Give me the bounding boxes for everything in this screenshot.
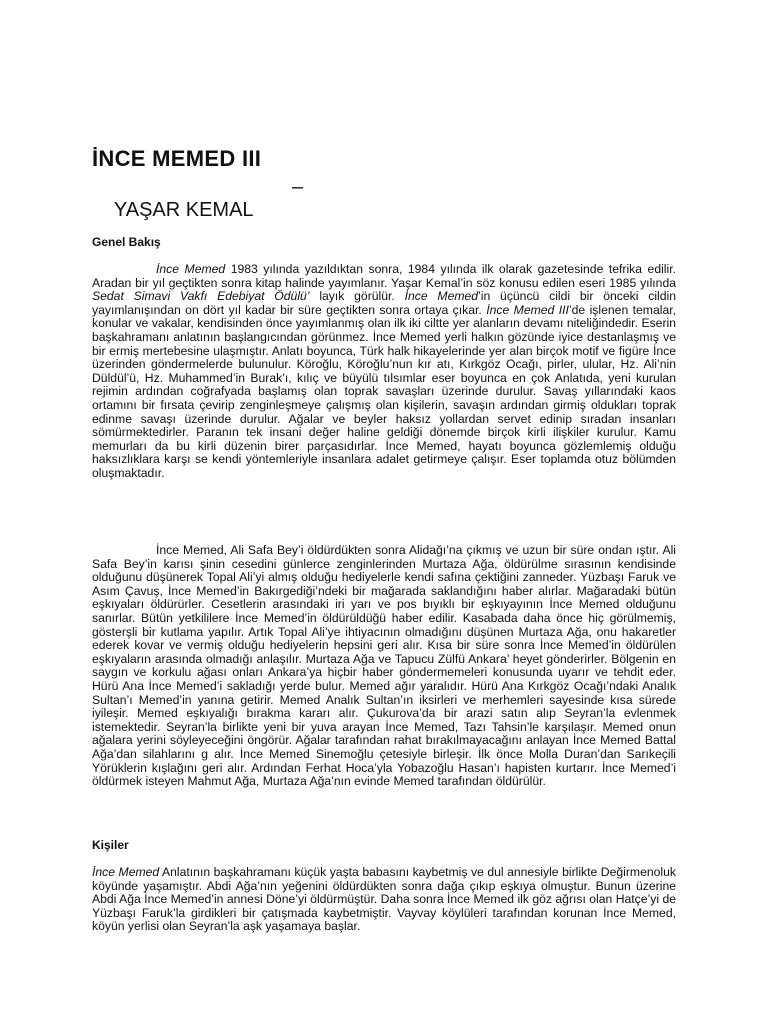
section-heading-overview: Genel Bakış	[92, 235, 161, 249]
section-heading-characters: Kişiler	[92, 838, 129, 852]
overview-text-1: 1983 yılında yazıldıktan sonra, 1984 yılında ilk olarak gazetesinde tefrika edilir. Aradan bir yıl geçtikten sonra kitap halinde yayımlanır. Yaşar Kemal’in söz konusu edilen eseri 1985 yılında	[92, 262, 676, 290]
overview-em-1: İnce Memed	[156, 262, 226, 276]
character-description: Anlatının başkahramanı küçük yaşta babasını kaybetmiş ve dul annesiyle birlikte Değirmenoluk köyünde yaşamıştır. Abdi Ağa’nın yeğenini öldürdükten sonra dağa çıkıp eşkıya olmuştur. Bunun üzerine Abdi Ağa İnce Memed’in annesi Döne’yi öldürmüştür. Daha sonra İnce Memed ilk göz ağrısı olan Hatçe’yi de Yüzbaşı Faruk’la girdikleri bir çatışmada kaybetmiştir. Vayvay köylüleri tarafından korunan İnce Memed, köyün yerlisi olan Seyran’la aşk yaşamaya başlar.	[92, 865, 676, 934]
overview-text-2: layık görülür.	[309, 289, 405, 304]
author-line	[92, 176, 304, 268]
characters-body	[92, 866, 676, 934]
overview-body	[92, 263, 676, 481]
document-title: İNCE MEMED III	[92, 146, 262, 171]
overview-text-4: ’de işlenen temalar, konular ve vakalar, kendisinden önce yayımlanmış olan ilk iki ciltte yer alanların devamı niteliğindedir. Eserin başkahramanı anlatının başlangıcından görünmez. İnce Memed yerli halkın gözünde iyice destanlaşmış ve bir ermiş mertebesine ulaşmıştır. Anlatı boyunca, Türk halk hikayelerinde yer alan birçok motif ve figüre İnce üzerinden göndermelerde bulunulur. Köroğlu, Köroğlu’nun kır atı, Kırkgöz Ocağı, pirler, ulular, Hz. Ali’nin Düldül’ü, Hz. Muhammed’in Burak’ı, kılıç ve büyülü tılsımlar eser boyunca en çok Anlatıda, yeni kurulan rejimin ardından coğrafyada başlamış olan toprak savaşları üzerinde durulur. Savaş yıllarındaki kaos ortamını bir fırsata çevirip zenginleşmeye çalışmış olan kişilerin, savaşın ardından girmiş oldukları toprak edinme savaşı üzerinde durulur. Ağalar ve beyler haksız yollardan servet edinip sıradan insanları sömürmektedirler. Paranın tek insani değer haline geldiği dönemde birçok kirli ilişkiler kurulur. Kamu memurları da bu kirli düzenin birer parçasıdırlar. İnce Memed, hayatı boyunca gözlemlemiş olduğu haksızlıklara karşı se kendi yöntemleriyle insanlara adalet getirmeye çalışır. Eser toplamda otuz bölümden oluşmaktadır.	[92, 302, 676, 480]
overview-paragraph	[92, 263, 676, 481]
character-name: İnce Memed	[92, 865, 160, 879]
overview-em-4: İnce Memed III	[486, 302, 569, 317]
overview-text-3: ’in üçüncü cildi bir önceki cildin yayımlanışından on dört yıl kadar bir süre geçtikten sonra ortaya çıkar.	[92, 289, 677, 317]
summary-paragraph: İnce Memed, Ali Safa Bey’i öldürdükten sonra Alidağı’na çıkmış ve uzun bir süre ondan ıştır. Ali Safa Bey’in karısı şinin cesedini günlerce zenginlerinden Murtaza Ağa, öldürülme sırasının kendisinde olduğunu düşünerek Topal Ali’yi almış olduğu hediyelerle kendi safına çektiğini zanneder. Yüzbaşı Faruk ve Asım Çavuş, İnce Memed’in Bakırgediği’ndeki bir mağarada saklandığını haber alırlar. Mağaradaki bütün eşkıyaları öldürürler. Cesetlerin arasındaki iri yarı ve pos bıyıklı bir eşkıyayının İnce Memed olduğunu sanırlar. Bütün yetkililere İnce Memed’in öldürüldüğü haber edilir. Kasabada daha önce hiç görülmemiş, gösterşli bir kutlama yapılır. Artık Topal Ali’ye ihtiyacının olmadığını düşünen Murtaza Ağa, onu hakaretler ederek kovar ve vermiş olduğu hediyelerin hepsini geri alır. Kısa bir süre sonra İnce Memed’in öldürülen eşkıyaların arasında olmadığı anlaşılır. Murtaza Ağa ve Tapucu Zülfü Ankara’ heyet gönderirler. Bölgenin en saygın ve korkulu ağası onları Ankara’ya hiçbir haber göndermemeleri konusunda uyarır ve tehdit eder. Hürü Ana İnce Memed’i sakladığı yerde bulur. Memed ağır yaralıdır. Hürü Ana Kırkgöz Ocağı’ndaki Analık Sultan’ı Memed’in yanına getirir. Memed Analık Sultan’ın iksirleri ve merhemleri sayesinde kısa sürede iyileşir. Memed eşkıyalığı bırakma kararı alır. Çukurova’da bir arazi satın alıp Seyran’la evlenmek istemektedir. Seyran’la birlikte yeni bir yuva arayan İnce Memed, Tazı Tahsin’le karşılaşır. Memed onun ağalara yerini söyleyeceğini öngörür. Ağalar tarafından rahat bırakılmayacağını anlayan İnce Memed Battal Ağa’dan silahlarını g alır. İnce Memed Sinemoğlu çetesiyle birleşir. İlk önce Molla Duran’dan Sarıkeçili Yörüklerin kışlağını geri alır. Ardından Ferhat Hoca’yla Yobazoğlu Hasan’ı hapisten kurtarır. İnce Memed’i öldürmek isteyen Mahmut Ağa, Murtaza Ağa’nın evinde Memed tarafından öldürülür.	[92, 543, 676, 789]
character-paragraph-ince-memed	[92, 866, 676, 934]
overview-em-3: İnce Memed	[404, 289, 479, 304]
author-name: YAŞAR KEMAL	[113, 199, 254, 221]
author-dash: –	[292, 176, 304, 198]
overview-em-2: Sedat Simavi Vakfı Edebiyat Ödülü’	[92, 289, 310, 304]
summary-body	[92, 544, 676, 789]
